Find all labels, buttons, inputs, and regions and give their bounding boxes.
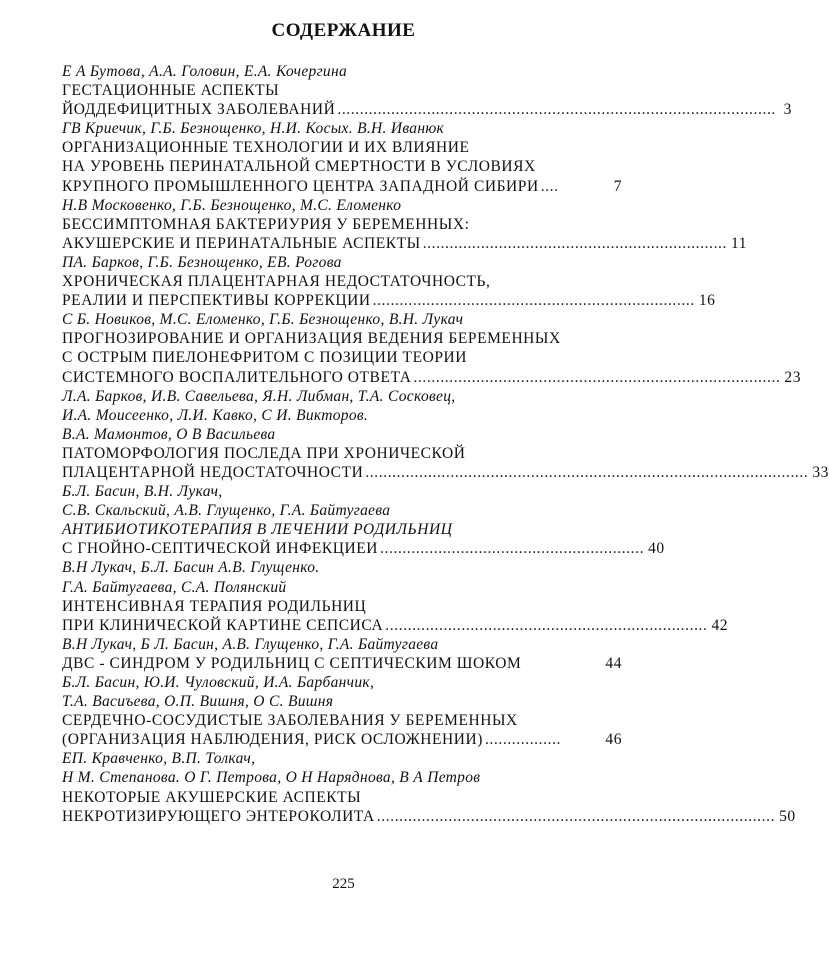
toc-dot-leader: ..................................................................................	[413, 368, 781, 386]
page-number: 225	[332, 876, 355, 892]
toc-entry-title-line: НЕКОТОРЫЕ АКУШЕРСКИЕ АСПЕКТЫ	[62, 788, 362, 806]
toc-dot-leader: ........................................................................	[372, 292, 695, 310]
toc-entry-authors: Т.А. Васиъева, О.П. Вишня, О С. Вишня	[62, 693, 334, 711]
toc-page-number: 42	[711, 616, 729, 634]
toc-entry	[62, 253, 716, 310]
toc-entry-last-line	[62, 100, 792, 119]
toc-entry-authors: В.Н Лукач, Б Л. Басин, А.В. Глущенко, Г.А. Байтугаева	[62, 635, 439, 653]
toc-entry-last-line	[62, 463, 829, 482]
toc-entry-title-line: НА УРОВЕНЬ ПЕРИНАТАЛЬНОЙ СМЕРТНОСТИ В УСЛОВИЯХ	[62, 158, 536, 176]
toc-page-number: 44	[605, 654, 622, 672]
toc-entry-authors: И.А. Моисеенко, Л.И. Кавко, С И. Викторов.	[62, 406, 369, 424]
toc-entry-last-line	[62, 616, 729, 635]
toc-entry-title-end: С ГНОЙНО-СЕПТИЧЕСКОЙ ИНФЕКЦИЕИ	[62, 540, 379, 558]
toc-entry-title-end: АКУШЕРСКИЕ И ПЕРИНАТАЛЬНЫЕ АСПЕКТЫ	[62, 234, 421, 252]
toc-entry-title-end: ДВС - СИНДРОМ У РОДИЛЬНИЦ С СЕПТИЧЕСКИМ ШОКОМ	[62, 654, 522, 672]
toc-entry-authors: С.В. Скальский, А.В. Глущенко, Г.А. Байтугаева	[62, 502, 391, 520]
toc-page-number: 40	[648, 540, 665, 558]
toc-dot-leader: ...........................................................	[380, 540, 645, 558]
toc-entry-last-line	[62, 654, 622, 673]
toc-page-number: 11	[731, 234, 748, 252]
toc-dot-leader: ....	[540, 177, 559, 195]
toc-dot-leader: ....................................................................	[422, 234, 728, 252]
toc-entry-last-line	[62, 539, 665, 558]
toc-entry-authors: Е А Бутова, А.А. Головин, Е.А. Кочергина	[62, 63, 348, 80]
toc-entry	[62, 119, 622, 195]
toc-entry	[62, 196, 748, 253]
table-of-contents	[62, 62, 829, 826]
toc-entry-title-line: ХРОНИЧЕСКАЯ ПЛАЦЕНТАРНАЯ НЕДОСТАТОЧНОСТЬ,	[62, 273, 491, 291]
toc-entry-title-end: КРУПНОГО ПРОМЫШЛЕННОГО ЦЕНТРА ЗАПАДНОЙ СИБИРИ	[62, 177, 539, 195]
toc-entry-title-line: АНТИБИОТИКОТЕРАПИЯ В ЛЕЧЕНИИ РОДИЛЬНИЦ	[62, 521, 453, 539]
toc-entry-title-line: ПРОГНОЗИРОВАНИЕ И ОРГАНИЗАЦИЯ ВЕДЕНИЯ БЕРЕМЕННЫХ	[62, 330, 561, 348]
toc-entry-title-end: ЙОДДЕФИЦИТНЫХ ЗАБОЛЕВАНИЙ	[62, 101, 336, 119]
toc-entry-authors: В.А. Мамонтов, О В Васильева	[62, 425, 276, 443]
toc-entry-last-line	[62, 177, 622, 196]
toc-page-number: 50	[779, 807, 796, 825]
toc-entry-authors: С Б. Новиков, М.С. Еломенко, Г.Б. Безнощенко, В.Н. Лукач	[62, 311, 464, 329]
toc-entry	[62, 387, 829, 482]
toc-page-number: 46	[605, 731, 622, 749]
toc-page-number: 33	[812, 463, 829, 481]
toc-entry-title-end: ПРИ КЛИНИЧЕСКОЙ КАРТИНЕ СЕПСИСА	[62, 616, 384, 634]
toc-entry	[62, 62, 792, 119]
toc-entry-title-end: НЕКРОТИЗИРУЮЩЕГО ЭНТЕРОКОЛИТА	[62, 807, 375, 825]
toc-entry-authors: В.Н Лукач, Б.Л. Басин А.В. Глущенко.	[62, 559, 320, 577]
toc-entry-title-end: ПЛАЦЕНТАРНОЙ НЕДОСТАТОЧНОСТИ	[62, 463, 364, 481]
toc-page-number: 3	[783, 101, 792, 119]
toc-entry-title-end: РЕАЛИИ И ПЕРСПЕКТИВЫ КОРРЕКЦИИ	[62, 292, 371, 310]
toc-entry-authors: ГВ Криечик, Г.Б. Безнощенко, Н.И. Косых. В.Н. Иванюк	[62, 120, 445, 138]
toc-entry-last-line	[62, 807, 796, 826]
toc-page-number: 7	[613, 177, 622, 195]
toc-entry-authors: ПА. Барков, Г.Б. Безнощенко, ЕВ. Рогова	[62, 253, 342, 271]
toc-entry	[62, 635, 622, 673]
toc-page-number: 23	[784, 368, 802, 386]
toc-entry-title-line: ГЕСТАЦИОННЫЕ АСПЕКТЫ	[62, 82, 280, 100]
toc-entry-authors: Г.А. Байтугаева, С.А. Полянский	[62, 578, 287, 596]
toc-entry-title-line: ОРГАНИЗАЦИОННЫЕ ТЕХНОЛОГИИ И ИХ ВЛИЯНИЕ	[62, 139, 470, 157]
toc-entry	[62, 558, 729, 634]
toc-entry	[62, 673, 622, 749]
toc-dot-leader: ...................................................................................................	[365, 463, 809, 481]
toc-entry-authors: Л.А. Барков, И.В. Савельева, Я.Н. Либман, Т.А. Сосковец,	[62, 387, 456, 405]
toc-entry-title-end: (ОРГАНИЗАЦИЯ НАБЛЮДЕНИЯ, РИСК ОСЛОЖНЕНИИ)	[62, 731, 483, 749]
page-title: СОДЕРЖАНИЕ	[271, 20, 416, 41]
toc-entry-authors: Н.В Московенко, Г.Б. Безнощенко, М.С. Еломенко	[62, 196, 402, 214]
toc-entry-last-line	[62, 234, 748, 253]
toc-entry-authors: Б.Л. Басин, В.Н. Лукач,	[62, 483, 223, 501]
toc-entry-title-line: БЕССИМПТОМНАЯ БАКТЕРИУРИЯ У БЕРЕМЕННЫХ:	[62, 215, 470, 233]
toc-entry-title-line: СЕРДЕЧНО-СОСУДИСТЫЕ ЗАБОЛЕВАНИЯ У БЕРЕМЕННЫХ	[62, 712, 518, 730]
toc-dot-leader: ........................................................................	[385, 616, 708, 634]
toc-entry	[62, 749, 796, 825]
toc-entry-title-line: ПАТОМОРФОЛОГИЯ ПОСЛЕДА ПРИ ХРОНИЧЕСКОЙ	[62, 444, 466, 462]
toc-page-number: 16	[698, 292, 716, 310]
toc-entry-title-end: СИСТЕМНОГО ВОСПАЛИТЕЛЬНОГО ОТВЕТА	[62, 368, 412, 386]
toc-entry-authors: Н М. Степанова. О Г. Петрова, О Н Наряднова, В А Петров	[62, 769, 481, 787]
toc-entry-title-line: ИНТЕНСИВНАЯ ТЕРАПИЯ РОДИЛЬНИЦ	[62, 597, 367, 615]
toc-entry-last-line	[62, 291, 716, 310]
toc-entry-last-line	[62, 730, 622, 749]
toc-dot-leader: .................	[484, 731, 562, 749]
toc-dot-leader: ..................................................................................................	[337, 101, 776, 119]
toc-entry-title-line: С ОСТРЫМ ПИЕЛОНЕФРИТОМ С ПОЗИЦИИ ТЕОРИИ	[62, 349, 467, 367]
toc-entry	[62, 310, 802, 386]
toc-entry-last-line	[62, 368, 802, 387]
toc-entry-authors: ЕП. Кравченко, В.П. Толкач,	[62, 750, 256, 768]
toc-dot-leader: .........................................................................................	[376, 807, 776, 825]
toc-entry	[62, 482, 665, 558]
toc-entry-authors: Б.Л. Басин, Ю.И. Чуловский, И.А. Барбанчик,	[62, 674, 375, 691]
